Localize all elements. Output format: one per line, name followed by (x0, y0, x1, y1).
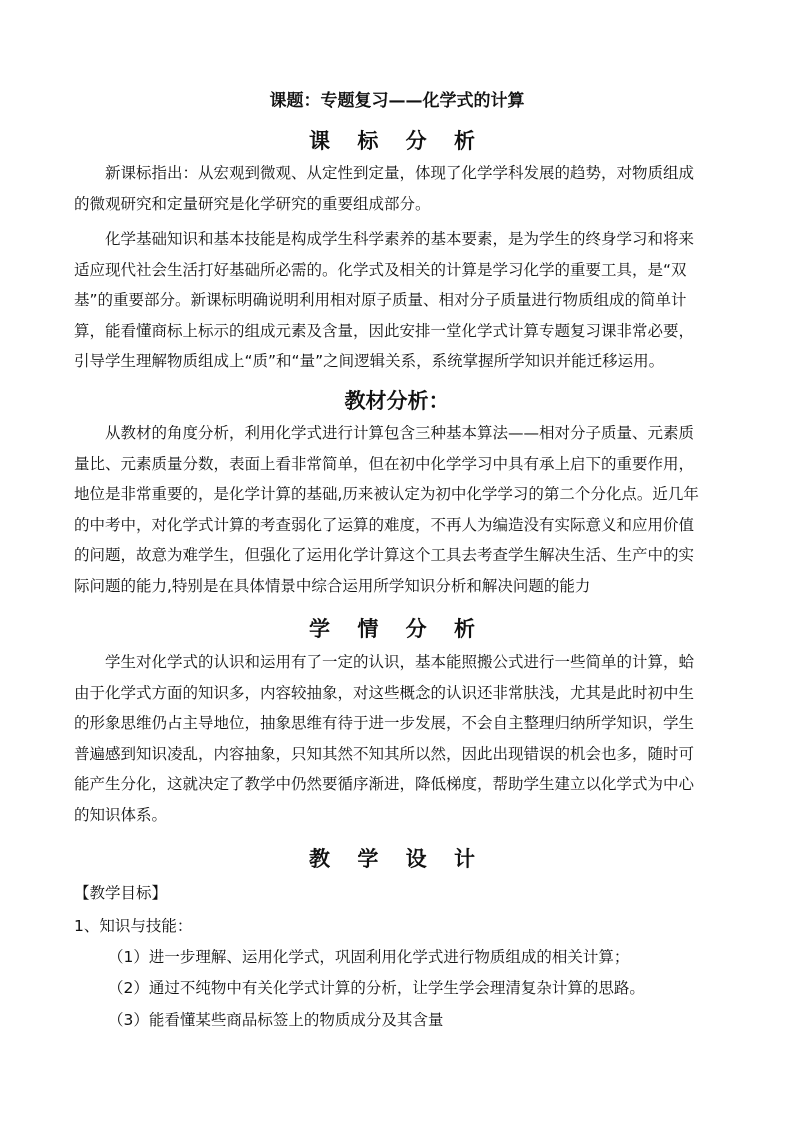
curriculum-paragraph-2 (74, 224, 720, 377)
text-line: 适应现代社会生活打好基础所必需的。化学式及相关的计算是学习化学的重要工具，是“双 (74, 260, 687, 279)
text-line: 量比、元素质量分数，表面上看非常简单，但在初中化学学习中具有承上启下的重要作用， (74, 454, 695, 473)
textbook-heading: 教材分析： (344, 389, 450, 413)
text-line: 普遍感到知识凌乱，内容抽象，只知其然不知其所以然，因此出现错误的机会也多，随时可 (74, 744, 695, 763)
text-line: 能产生分化，这就决定了教学中仍然要循序渐进，降低梯度，帮助学生建立以化学式为中心 (74, 775, 695, 794)
text-line: 由于化学式方面的知识多，内容较抽象，对这些概念的认识还非常肤浅，尤其是此时初中生 (74, 683, 695, 702)
text-line: 新课标指出：从宏观到微观、从定性到定量，体现了化学学科发展的趋势，对物质组成 (74, 164, 695, 182)
text-line: 地位是非常重要的，是化学计算的基础,历来被认定为初中化学学习的第二个分化点。近几年 (74, 485, 699, 504)
text-line: 学生对化学式的认识和运用有了一定的认识，基本能照搬公式进行一些简单的计算，蛤 (74, 653, 695, 671)
students-heading: 学 情 分 析 (309, 617, 485, 641)
text-line: 化学基础知识和基本技能是构成学生科学素养的基本要素，是为学生的终身学习和将来 (74, 230, 695, 248)
text-line: 基”的重要部分。新课标明确说明利用相对原子质量、相对分子质量进行物质组成的简单计 (74, 291, 687, 310)
design-heading: 教 学 设 计 (309, 847, 485, 871)
curriculum-heading: 课 标 分 析 (309, 129, 485, 153)
text-line: 从教材的角度分析，利用化学式进行计算包含三种基本算法——相对分子质量、元素质 (74, 424, 695, 442)
objectives-label: 【教学目标】 (74, 884, 168, 902)
knowledge-skills-label: 1、知识与技能： (74, 917, 193, 935)
objective-item-3: （3）能看懂某些商品标签上的物质成分及其含量 (108, 1011, 444, 1029)
text-line: 引导学生理解物质组成上“质”和“量”之间逻辑关系，系统掌握所学知识并能迁移运用。 (74, 352, 665, 371)
text-line: 的形象思维仍占主导地位，抽象思维有待于进一步发展，不会自主整理归纳所学知识，学生 (74, 714, 695, 733)
curriculum-paragraph-1 (74, 158, 720, 219)
text-line: 的中考中，对化学式计算的考查弱化了运算的难度，不再人为编造没有实际意义和应用价值 (74, 515, 695, 534)
text-line: 的问题，故意为难学生，但强化了运用化学计算这个工具去考查学生解决生活、生产中的实 (74, 546, 695, 565)
text-line: 际问题的能力,特别是在具体情景中综合运用所学知识分析和解决问题的能力 (74, 576, 591, 595)
students-paragraph (74, 647, 720, 831)
objective-item-1: （1）进一步理解、运用化学式，巩固利用化学式进行物质组成的相关计算； (108, 948, 630, 966)
objective-item-2: （2）通过不纯物中有关化学式计算的分析，让学生学会理清复杂计算的思路。 (108, 979, 645, 997)
text-line: 算，能看懂商标上标示的组成元素及含量，因此安排一堂化学式计算专题复习课非常必要， (74, 321, 695, 340)
text-line: 的知识体系。 (74, 805, 168, 824)
lesson-title: 课题：专题复习——化学式的计算 (269, 91, 525, 111)
textbook-paragraph (74, 418, 720, 602)
text-line: 的微观研究和定量研究是化学研究的重要组成部分。 (74, 194, 431, 213)
